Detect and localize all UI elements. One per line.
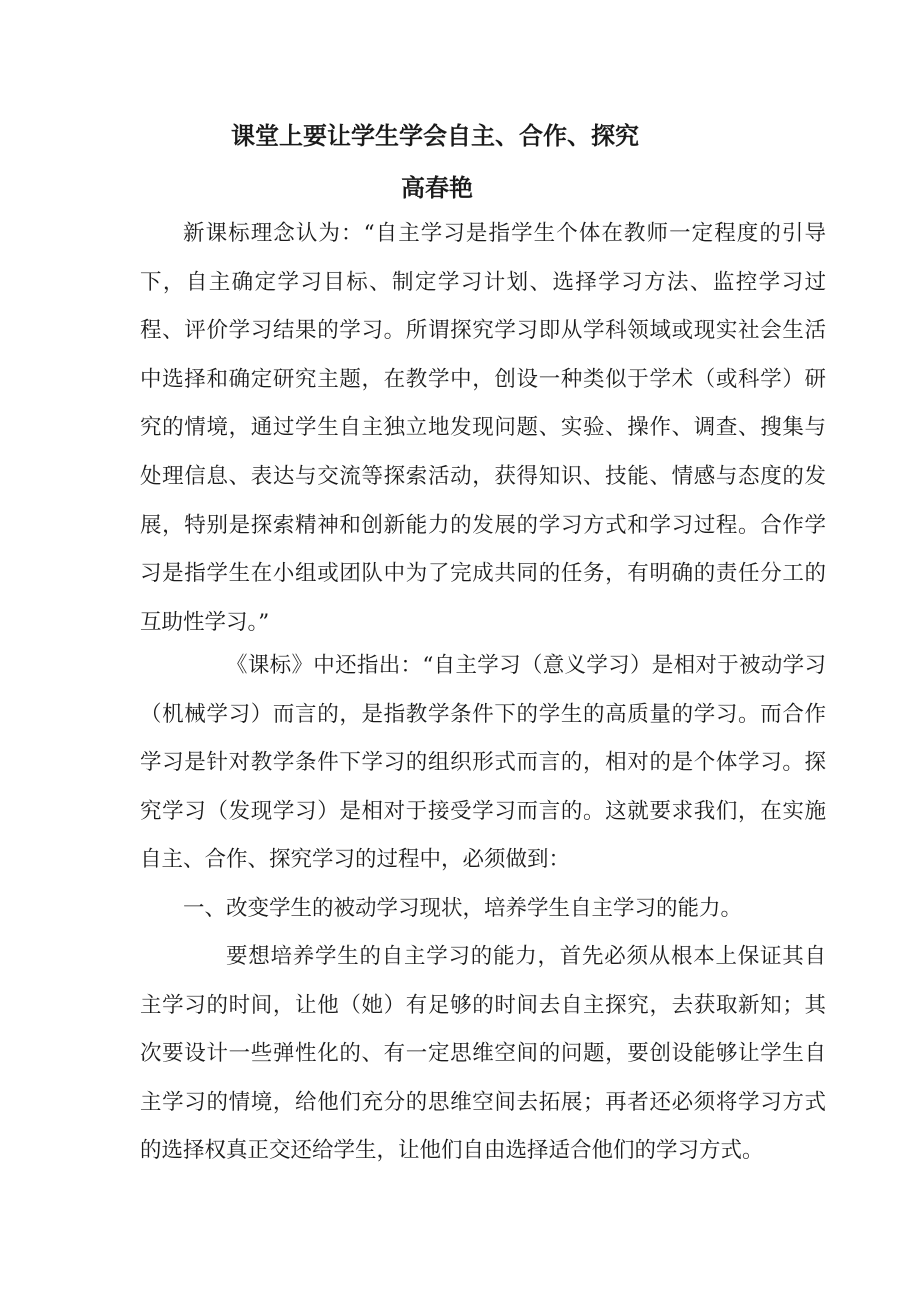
paragraph-autonomous-learning: 要想培养学生的自主学习的能力，首先必须从根本上保证其自主学习的时间，让他（她）有足够的时间去自主探究，去获取新知；其次要设计一些弹性化的、有一定思维空间的问题，要创设能够让学生自主学习的情境，给他们充分的思维空间去拓展；再者还必须将学习方式的选择权真正交还给学生，让他们自由选择适合他们的学习方式。 <box>140 944 826 1164</box>
paragraph-curriculum-standard: 《课标》中还指出：“自主学习（意义学习）是相对于被动学习（机械学习）而言的，是指教学条件下的学生的高质量的学习。而合作学习是针对教学条件下学习的组织形式而言的，相对的是个体学习。探究学习（发现学习）是相对于接受学习而言的。这就要求我们，在实施自主、合作、探究学习的过程中，必须做到： <box>140 653 826 873</box>
author-name: 高春艳 <box>401 174 473 202</box>
paragraph-definition: 新课标理念认为：“自主学习是指学生个体在教师一定程度的引导下，自主确定学习目标、制定学习计划、选择学习方法、监控学习过程、评价学习结果的学习。所谓探究学习即从学科领域或现实社会生活中选择和确定研究主题，在教学中，创设一种类似于学术（或科学）研究的情境，通过学生自主独立地发现问题、实验、操作、调查、搜集与处理信息、表达与交流等探索活动，获得知识、技能、情感与态度的发展，特别是探索精神和创新能力的发展的学习方式和学习过程。合作学习是指学生在小组或团队中为了完成共同的任务，有明确的责任分工的互助性学习。” <box>140 221 826 635</box>
section-heading-1: 一、改变学生的被动学习现状，培养学生自主学习的能力。 <box>183 896 743 921</box>
document-title: 课堂上要让学生学会自主、合作、探究 <box>231 122 639 150</box>
